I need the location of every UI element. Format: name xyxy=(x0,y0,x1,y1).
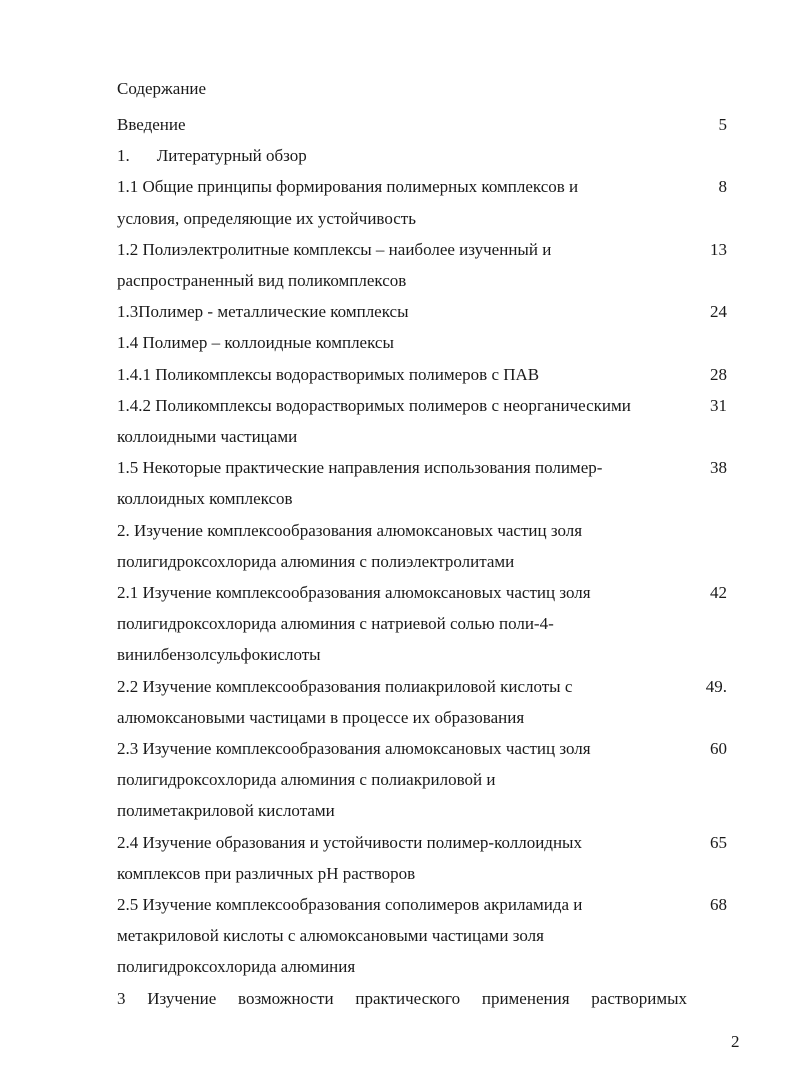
toc-entry-title: 1.5 Некоторые практические направления использования полимер- коллоидных комплексов xyxy=(117,458,603,509)
toc-entry-title: 2.1 Изучение комплексообразования алюмоксановых частиц золя полигидроксохлорида алюминия с натриевой солью поли-4- винилбензолсульфокислоты xyxy=(117,583,591,665)
toc-entry-1-4 xyxy=(117,327,737,358)
toc-entry-page: 65 xyxy=(710,832,727,852)
table-of-contents xyxy=(117,109,737,1014)
toc-entry-title: 2.5 Изучение комплексообразования сополимеров акриламида и метакриловой кислоты с алюмоксановыми частицами золя полигидроксохлорида алюминия xyxy=(117,895,583,977)
toc-entry-title: 2.3 Изучение комплексообразования алюмоксановых частиц золя полигидроксохлорида алюминия с полиакриловой и полиметакриловой кислотами xyxy=(117,739,591,821)
toc-heading: Содержание xyxy=(117,79,207,98)
toc-entry-1-4-1 xyxy=(117,359,737,390)
toc-entry-title: 1.2 Полиэлектролитные комплексы – наиболее изученный и распространенный вид поликомплексов xyxy=(117,239,552,291)
toc-entry-title-row xyxy=(117,140,697,171)
toc-entry-2-4 xyxy=(117,827,737,889)
toc-entry-1-2 xyxy=(117,234,737,296)
toc-entry-page: 8 xyxy=(718,177,727,197)
toc-entry-page: 24 xyxy=(710,302,727,322)
toc-entry-1-4-2 xyxy=(117,390,737,452)
toc-entry-title: 1.4 Полимер – коллоидные комплексы xyxy=(117,333,394,353)
toc-entry-page: 28 xyxy=(710,364,727,384)
toc-entry-1-5 xyxy=(117,452,737,514)
toc-entry-chapter-2 xyxy=(117,515,737,577)
toc-entry-title: 1.4.1 Поликомплексы водорастворимых полимеров с ПАВ xyxy=(117,364,540,384)
toc-entry-title: 1.3Полимер - металлические комплексы xyxy=(117,302,409,322)
toc-entry-2-1 xyxy=(117,577,737,671)
toc-entry-chapter-1 xyxy=(117,140,737,171)
toc-entry-title: 3 Изучение возможности практического применения растворимых xyxy=(117,988,687,1008)
toc-entry-title: 2.2 Изучение комплексообразования полиакриловой кислоты с алюмоксановыми частицами в процессе их образования xyxy=(117,676,573,727)
page-number: 2 xyxy=(731,1032,740,1051)
toc-entry-page: 42 xyxy=(710,583,727,603)
toc-entry-title: 2.4 Изучение образования и устойчивости полимер-коллоидных комплексов при различных pH растворов xyxy=(117,832,582,883)
toc-entry-title: 1.1 Общие принципы формирования полимерных комплексов и условия, определяющие их устойчивость xyxy=(117,177,579,228)
toc-entry-chapter-3 xyxy=(117,983,737,1014)
toc-entry-1-1 xyxy=(117,171,737,233)
toc-entry-title: 1.4.2 Поликомплексы водорастворимых полимеров с неорганическими коллоидными частицами xyxy=(117,395,631,447)
toc-entry-1-3 xyxy=(117,296,737,327)
toc-entry-title: 2. Изучение комплексообразования алюмоксановых частиц золя полигидроксохлорида алюминия с полиэлектролитами xyxy=(117,520,583,571)
toc-entry-title: Введение xyxy=(117,115,186,134)
toc-entry-page: 31 xyxy=(710,395,727,415)
toc-entry-introduction xyxy=(117,109,737,140)
toc-entry-page: 68 xyxy=(710,895,727,915)
toc-entry-number: 1. xyxy=(117,146,130,166)
toc-entry-2-3 xyxy=(117,733,737,827)
toc-entry-2-5 xyxy=(117,889,737,983)
toc-entry-page: 49. xyxy=(705,676,727,696)
toc-entry-page: 60 xyxy=(710,739,727,759)
toc-entry-page: 38 xyxy=(710,458,727,478)
toc-entry-page: 13 xyxy=(710,239,727,259)
toc-entry-page: 5 xyxy=(718,115,727,134)
toc-entry-2-2 xyxy=(117,671,737,733)
toc-entry-title: Литературный обзор xyxy=(156,146,307,166)
